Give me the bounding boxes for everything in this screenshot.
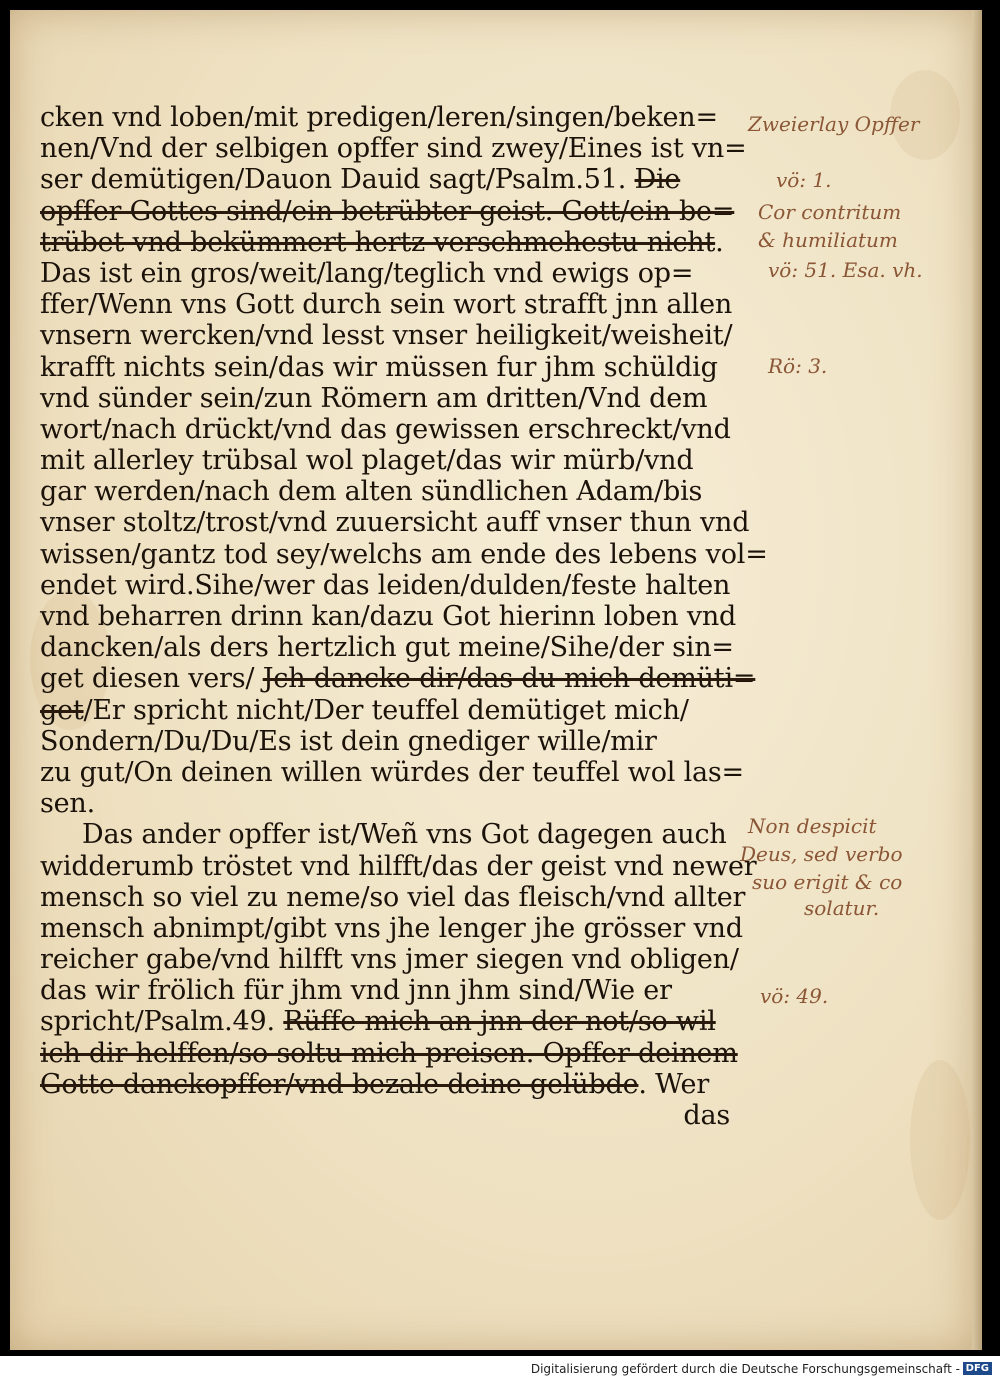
line-text: zu gut/On deinen willen würdes der teuffel wol las= bbox=[40, 756, 744, 788]
paper-stain bbox=[910, 1060, 970, 1220]
line-text: /Er spricht nicht/Der teuffel demütiget mich/ bbox=[83, 694, 689, 726]
text-line bbox=[40, 912, 743, 944]
text-line bbox=[40, 1100, 730, 1131]
text-line bbox=[40, 383, 730, 414]
text-line bbox=[40, 1006, 730, 1037]
line-text: vnsern wercken/vnd lesst vnser heiligkeit/weisheit/ bbox=[40, 320, 733, 352]
margin-note: Cor contritum bbox=[758, 200, 902, 224]
text-line bbox=[40, 320, 733, 352]
line-text: get diesen vers/ bbox=[40, 663, 255, 695]
margin-note: vö: 1. bbox=[776, 168, 832, 192]
text-line bbox=[40, 414, 730, 445]
line-text: endet wird.Sihe/wer das leiden/dulden/feste halten bbox=[40, 569, 731, 601]
struck-text: trübet vnd bekümmert hertz verschmehestu nicht bbox=[40, 226, 716, 258]
line-text: cken vnd loben/mit predigen/leren/singen/beken= bbox=[40, 102, 718, 133]
line-text: das bbox=[683, 1100, 730, 1131]
text-line bbox=[40, 133, 747, 165]
text-line bbox=[40, 695, 730, 726]
line-text: vnser stoltz/trost/vnd zuuersicht auff vnser thun vnd bbox=[40, 507, 750, 539]
line-text: . bbox=[715, 226, 724, 258]
line-text: das wir frölich für jhm vnd jnn jhm sind/Wie er bbox=[40, 975, 672, 1007]
margin-note: solatur. bbox=[804, 896, 880, 920]
main-text-block bbox=[40, 102, 768, 1131]
struck-text: Rüffe mich an jnn der not/so wil bbox=[283, 1006, 716, 1038]
line-text: widderumb tröstet vnd hilfft/das der geist vnd newer bbox=[40, 850, 757, 882]
text-line bbox=[40, 1069, 730, 1100]
line-text: dancken/als ders hertzlich gut meine/Sihe/der sin= bbox=[40, 632, 734, 664]
text-line bbox=[40, 507, 750, 539]
struck-text: Gotte danckopffer/vnd bezale deine gelübde bbox=[40, 1068, 639, 1100]
text-line bbox=[40, 476, 730, 507]
line-text: vnd sünder sein/zun Römern am dritten/Vnd dem bbox=[40, 382, 708, 414]
text-line bbox=[40, 570, 730, 601]
text-line bbox=[40, 663, 756, 695]
margin-note: Zweierlay Opffer bbox=[748, 112, 920, 136]
line-text: sen. bbox=[40, 788, 96, 820]
struck-text: opffer Gottes sind/ein betrübter geist. Gott/ein be= bbox=[40, 195, 735, 227]
margin-note: Non despicit bbox=[748, 814, 877, 838]
text-line bbox=[40, 164, 730, 195]
struck-text: Jch dancke dir/das du mich demüti= bbox=[262, 663, 756, 695]
struck-text: ich dir helffen/so soltu mich preisen. Opffer deinem bbox=[40, 1037, 738, 1069]
text-line bbox=[40, 944, 739, 976]
text-line bbox=[40, 788, 730, 819]
text-line bbox=[40, 289, 733, 321]
line-text: Sondern/Du/Du/Es ist dein gnediger wille/mir bbox=[40, 725, 657, 757]
text-line bbox=[40, 819, 730, 850]
text-line bbox=[40, 850, 757, 882]
line-text: krafft nichts sein/das wir müssen fur jhm schüldig bbox=[40, 351, 718, 383]
line-text: reicher gabe/vnd hilfft vns jmer siegen vnd obligen/ bbox=[40, 944, 739, 976]
text-line bbox=[40, 601, 737, 632]
margin-note: Rö: 3. bbox=[768, 354, 828, 378]
line-text: mensch so viel zu neme/so viel das fleisch/vnd allter bbox=[40, 881, 746, 913]
text-line bbox=[40, 756, 744, 788]
line-text: mit allerley trübsal wol plaget/das wir mürb/vnd bbox=[40, 445, 694, 477]
line-text: Das ander opffer ist/Weñ vns Got dagegen auch bbox=[82, 819, 727, 851]
line-text: wissen/gantz tod sey/welchs am ende des lebens vol= bbox=[40, 538, 768, 570]
text-line bbox=[40, 352, 730, 383]
line-text: ser demütigen/Dauon Dauid sagt/Psalm.51. bbox=[40, 164, 627, 196]
margin-note: & humiliatum bbox=[758, 228, 898, 252]
page-edge bbox=[972, 10, 982, 1350]
text-line bbox=[40, 227, 730, 258]
struck-text: Die bbox=[634, 164, 681, 196]
margin-note: vö: 49. bbox=[760, 984, 829, 1008]
margin-note: vö: 51. Esa. vh. bbox=[768, 258, 923, 282]
footer-credit: Digitalisierung gefördert durch die Deutsche Forschungsgemeinschaft - bbox=[530, 1362, 960, 1376]
text-line bbox=[40, 195, 735, 227]
margin-note: Deus, sed verbo bbox=[740, 842, 903, 866]
line-text: vnd beharren drinn kan/dazu Got hierinn loben vnd bbox=[40, 601, 737, 632]
text-line bbox=[40, 881, 746, 913]
text-line bbox=[40, 726, 730, 757]
text-line bbox=[40, 258, 730, 289]
dfg-logo: DFG bbox=[963, 1362, 992, 1375]
text-line bbox=[40, 632, 734, 664]
text-line bbox=[40, 1037, 738, 1069]
line-text: mensch abnimpt/gibt vns jhe lenger jhe grösser vnd bbox=[40, 912, 743, 944]
line-text: nen/Vnd der selbigen opffer sind zwey/Eines ist vn= bbox=[40, 133, 747, 165]
line-text: ffer/Wenn vns Gott durch sein wort strafft jnn allen bbox=[40, 289, 733, 321]
margin-note: suo erigit & co bbox=[752, 870, 903, 894]
line-text: spricht/Psalm.49. bbox=[40, 1006, 275, 1038]
text-line bbox=[40, 102, 730, 133]
struck-text: get bbox=[40, 694, 84, 726]
text-line bbox=[40, 538, 768, 570]
line-text: . Wer bbox=[638, 1068, 710, 1100]
line-text: Das ist ein gros/weit/lang/teglich vnd ewigs op= bbox=[40, 257, 694, 289]
line-text: wort/nach drückt/vnd das gewissen erschreckt/vnd bbox=[40, 413, 731, 445]
text-line bbox=[40, 975, 730, 1006]
text-line bbox=[40, 445, 730, 476]
line-text: gar werden/nach dem alten sündlichen Adam/bis bbox=[40, 476, 703, 508]
